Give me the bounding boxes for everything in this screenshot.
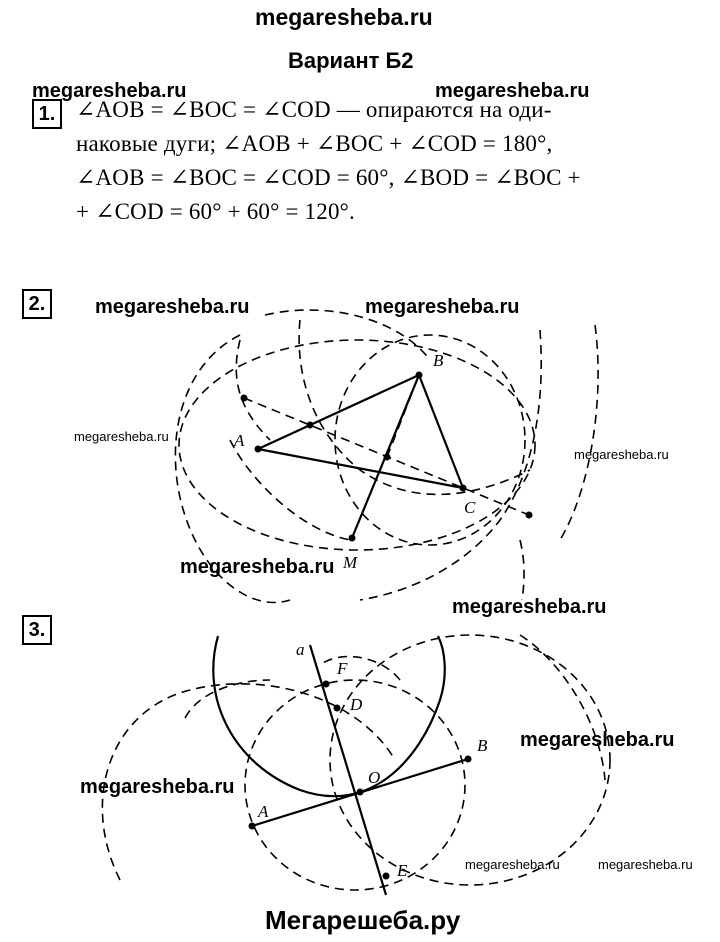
- watermark: megaresheba.ru: [365, 296, 520, 318]
- task1-line-4: + ∠COD = 60° + 60° = 120°.: [76, 199, 356, 224]
- watermark: megaresheba.ru: [95, 296, 250, 318]
- point-e: [383, 873, 390, 880]
- watermark: megaresheba.ru: [452, 596, 607, 618]
- point-b: [416, 372, 423, 379]
- watermark: megaresheba.ru: [520, 729, 675, 751]
- point-m: [349, 535, 356, 542]
- watermark: megaresheba.ru: [180, 556, 335, 578]
- label-o: O: [368, 768, 381, 787]
- label-f: F: [337, 659, 348, 678]
- watermark: megaresheba.ru: [435, 80, 590, 102]
- point: [526, 512, 533, 519]
- label-d: D: [350, 695, 363, 714]
- label-c: C: [464, 498, 476, 517]
- point-d: [334, 705, 341, 712]
- page-title: Вариант Б2: [288, 48, 414, 73]
- dashed-arc: [520, 635, 605, 780]
- label-line-a: a: [296, 640, 305, 659]
- point-o: [357, 789, 364, 796]
- point: [307, 422, 314, 429]
- point-a: [255, 446, 262, 453]
- dashed-arc: [236, 340, 270, 440]
- dashed-arc: [520, 540, 524, 600]
- footer-brand: Мегарешеба.ру: [265, 905, 461, 935]
- watermark: megaresheba.ru: [598, 857, 693, 872]
- header-watermark: megaresheba.ru: [255, 4, 433, 30]
- point-c: [460, 485, 467, 492]
- point: [241, 395, 248, 402]
- watermark: megaresheba.ru: [32, 80, 187, 102]
- watermark: megaresheba.ru: [74, 429, 169, 444]
- watermark: megaresheba.ru: [465, 857, 560, 872]
- task-number-2: 2.: [22, 289, 52, 319]
- triangle-abc: [258, 375, 463, 538]
- task2-points: [241, 372, 533, 542]
- task1-line-1: ∠AOB = ∠BOC = ∠COD — опираются на оди-: [76, 97, 552, 122]
- point-b: [465, 756, 472, 763]
- point-a: [249, 823, 256, 830]
- dashed-arc: [320, 657, 400, 680]
- watermark: megaresheba.ru: [574, 447, 669, 462]
- task-number-3: 3.: [22, 615, 52, 645]
- label-m: M: [343, 553, 358, 572]
- label-b: B: [433, 351, 444, 370]
- task-number-1: 1.: [32, 99, 62, 129]
- task1-line-2: наковые дуги; ∠AOB + ∠BOC + ∠COD = 180°,: [76, 131, 553, 156]
- dashed-arc: [185, 680, 270, 718]
- point-f: [323, 681, 330, 688]
- dashed-ellipse: [335, 335, 525, 545]
- label-b: B: [477, 736, 488, 755]
- label-a: A: [258, 802, 269, 821]
- label-e: E: [397, 861, 408, 880]
- dashed-arc: [560, 325, 598, 540]
- point: [384, 454, 391, 461]
- task3-construction: [102, 635, 610, 895]
- watermark: megaresheba.ru: [80, 776, 235, 798]
- label-a: A: [234, 431, 245, 450]
- task1-line-3: ∠AOB = ∠BOC = ∠COD = 60°, ∠BOD = ∠BOC +: [76, 165, 581, 190]
- dashed-arc: [360, 330, 541, 600]
